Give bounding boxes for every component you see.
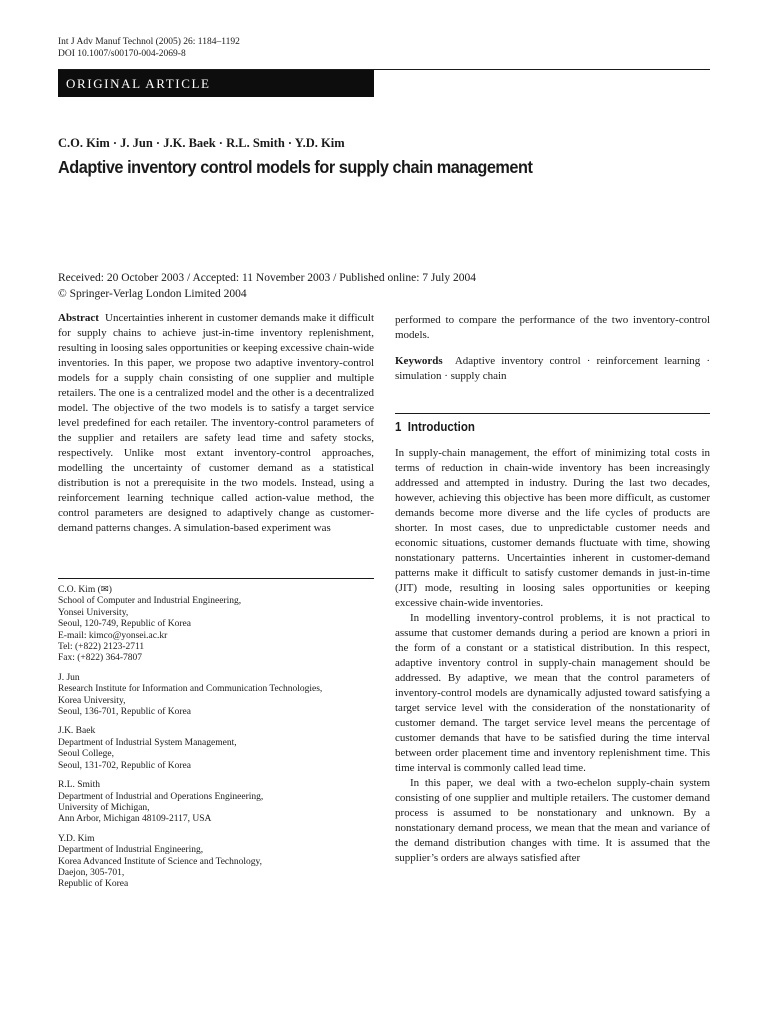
affiliation-line: Daejon, 305-701,	[58, 867, 125, 878]
affiliation-line: School of Computer and Industrial Engineering,	[58, 596, 242, 607]
abstract-text: Uncertainties inherent in customer demands make it difficult for supply chains to achieve just-in-time inventory replenishment, resulting in loosing sales opportunities or keeping excessive chain-wide inventories. In this paper, we propose two adaptive inventory-control models for a supply chain consisting of one supplier and multiple retailers. The one is a centralized model and the other is a decentralized model. The objective of the two models is to satisfy a target service level predefined for each retailer. The inventory-control parameters of the supplier and retailers are safety lead time and safety stocks, respectively. Unlike most extant inventory-control approaches, modelling the uncertainty of customer demand as a statistical distribution is not a prerequisite in the two models. Instead, using a reinforcement learning technique called action-value method, the control parameters are designed to adaptively change as customer-demand patterns changes. A simulation-based experiment was	[58, 312, 375, 534]
author-list: C.O. Kim · J. Jun · J.K. Baek · R.L. Smith · Y.D. Kim	[58, 136, 345, 150]
section-rule	[395, 413, 710, 414]
paper-title: Adaptive inventory control models for supply chain management	[58, 157, 533, 177]
keywords-text: Adaptive inventory control · reinforcement learning · simulation · supply chain	[395, 355, 710, 382]
affiliation-line: University of Michigan,	[58, 802, 150, 813]
affiliation-block	[58, 834, 374, 891]
affiliation-line: Republic of Korea	[58, 879, 129, 890]
publication-dates	[58, 270, 476, 302]
affiliation-line: Department of Industrial and Operations Engineering,	[58, 791, 264, 802]
copyright: © Springer-Verlag London Limited 2004	[58, 288, 247, 300]
introduction-body	[395, 446, 710, 866]
affiliation-line: Korea Advanced Institute of Science and Technology,	[58, 856, 263, 867]
journal-citation: Int J Adv Manuf Technol (2005) 26: 1184–1192	[58, 37, 240, 47]
affiliation-block	[58, 726, 374, 772]
keywords	[395, 354, 710, 384]
email[interactable]: E-mail: kimco@yonsei.ac.kr	[58, 630, 168, 641]
affiliation-line: Fax: (+822) 364-7807	[58, 653, 142, 664]
abstract	[58, 311, 374, 536]
abstract-continuation-block	[395, 313, 710, 384]
affiliation-line: C.O. Kim (✉)	[58, 585, 112, 595]
affiliation-rule	[58, 578, 374, 579]
affiliation-line: J. Jun	[58, 672, 80, 683]
affiliation-block	[58, 585, 374, 665]
affiliation-line: Seoul, 120-749, Republic of Korea	[58, 619, 191, 630]
affiliation-block	[58, 673, 374, 719]
intro-paragraph: In this paper, we deal with a two-echelon supply-chain system consisting of one supplier and multiple retailers. The customer demand process is assumed to be nonstationary and unknown. By a nonstationary demand process, we mean that the mean and variance of the demand distribution changes with time. It is assumed that the supplier’s orders are always satisfied after	[395, 777, 710, 864]
affiliation-line: R.L. Smith	[58, 780, 100, 791]
affiliation-line: Yonsei University,	[58, 607, 129, 618]
intro-paragraph: In modelling inventory-control problems, it is not practical to assume that customer demands during a period are known a priori in the form of a constant or a statistical distribution. In this respect, adaptive inventory control in supply-chain management should be addressed. By adaptive, we mean that the control parameters of inventory-control models are dynamically adjusted toward satisfying a target service level with the consideration of the nonstationarity of customer demand. The target service level means the percentage of customer demands that have to be satisfied during the time interval between order placement time and inventory replenishment time. This time interval is commonly called lead time.	[395, 612, 710, 774]
abstract-label: Abstract	[58, 312, 99, 324]
affiliation-line: Korea University,	[58, 695, 126, 706]
keywords-label: Keywords	[395, 355, 443, 367]
affiliation-line: J.K. Baek	[58, 726, 96, 737]
article-type-banner: ORIGINAL ARTICLE	[58, 70, 374, 97]
affiliation-block	[58, 780, 374, 826]
section-heading	[395, 420, 475, 434]
received-dates: Received: 20 October 2003 / Accepted: 11 November 2003 / Published online: 7 July 2004	[58, 272, 476, 284]
affiliation-line: Y.D. Kim	[58, 833, 95, 844]
affiliation-line: Tel: (+822) 2123-2711	[58, 642, 145, 653]
affiliation-line: Seoul, 131-702, Republic of Korea	[58, 760, 191, 771]
affiliation-line: Ann Arbor, Michigan 48109-2117, USA	[58, 814, 212, 825]
journal-header	[58, 36, 240, 60]
affiliation-line: Seoul, 136-701, Republic of Korea	[58, 707, 191, 718]
affiliations	[58, 585, 374, 899]
affiliation-line: Seoul College,	[58, 749, 114, 760]
section-number: 1	[395, 420, 402, 434]
affiliation-line: Department of Industrial Engineering,	[58, 845, 204, 856]
section-title: Introduction	[407, 420, 475, 434]
affiliation-line: Research Institute for Information and Communication Technologies,	[58, 684, 323, 695]
intro-paragraph: In supply-chain management, the effort of minimizing total costs in terms of reduction in chain-wide inventory has been increasingly addressed and attempted in industry. During the last two decades, however, achieving this objective has been more difficult, as customer demands become more diverse and the life cycles of products are shorter. In most cases, due to unpredictable customer needs and economic situations, customer demands fluctuate with time, showing nonstationary patterns. Uncertainties inherent in customer-demand patterns make it difficult to satisfy customer demands in just-in-time (JIT) mode, resulting in loosing sales opportunities or keeping excessive chain-wide inventories.	[395, 447, 710, 609]
abstract-continuation: performed to compare the performance of the two inventory-control models.	[395, 314, 710, 341]
doi: DOI 10.1007/s00170-004-2069-8	[58, 49, 186, 59]
affiliation-line: Department of Industrial System Management,	[58, 737, 237, 748]
